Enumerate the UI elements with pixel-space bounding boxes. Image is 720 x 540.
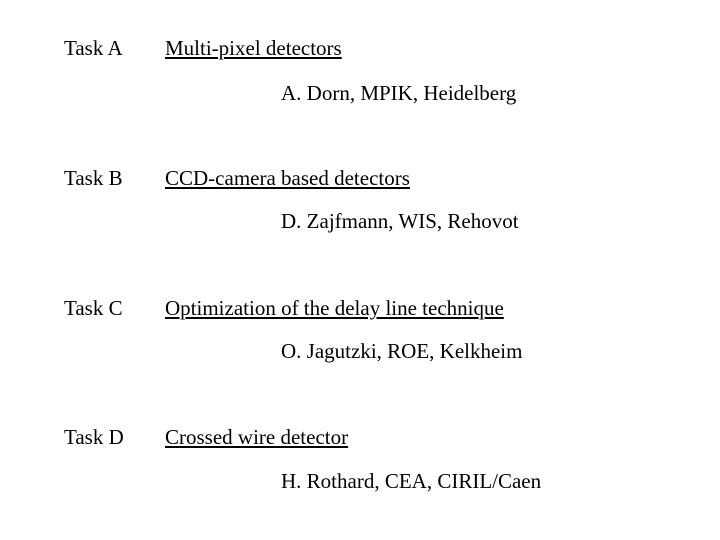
- task-lead: D. Zajfmann, WIS, Rehovot: [281, 209, 519, 233]
- task-label: Task B: [64, 166, 123, 190]
- task-lead: A. Dorn, MPIK, Heidelberg: [281, 81, 517, 105]
- task-title: Optimization of the delay line technique: [165, 296, 504, 320]
- task-label: Task A: [64, 36, 123, 60]
- task-title: Crossed wire detector: [165, 425, 349, 449]
- task-lead: O. Jagutzki, ROE, Kelkheim: [281, 339, 523, 363]
- task-title: Multi-pixel detectors: [165, 36, 342, 60]
- task-lead: H. Rothard, CEA, CIRIL/Caen: [281, 469, 542, 493]
- task-label: Task C: [64, 296, 123, 320]
- task-title: CCD-camera based detectors: [165, 166, 410, 190]
- task-label: Task D: [64, 425, 124, 449]
